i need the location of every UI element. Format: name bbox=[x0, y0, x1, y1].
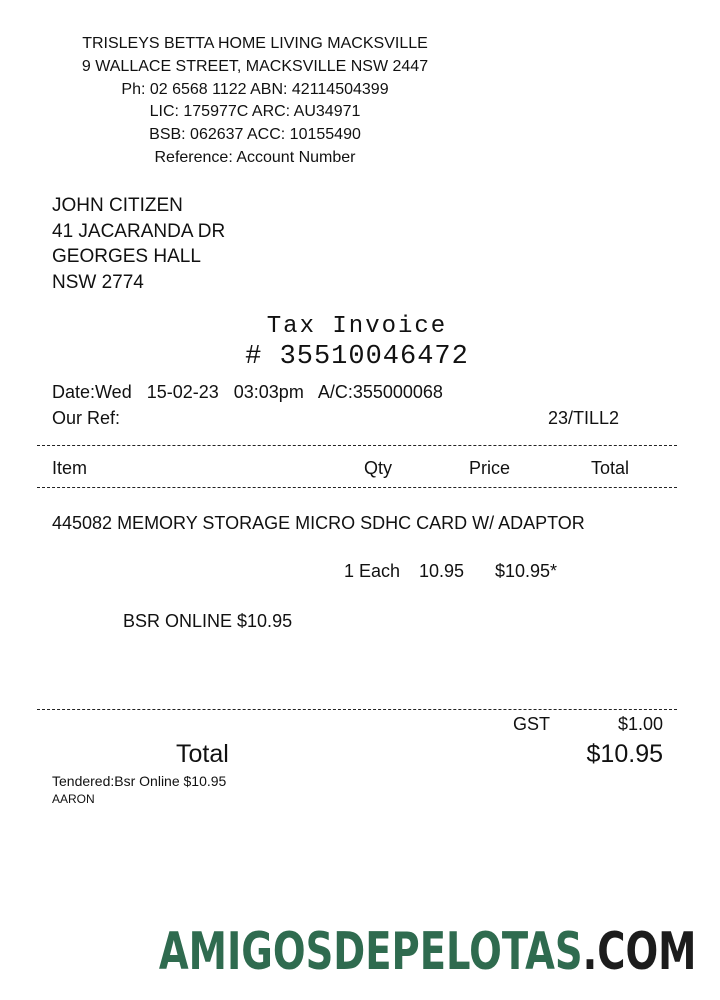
customer-suburb: GEORGES HALL bbox=[52, 246, 201, 267]
store-name: TRISLEYS BETTA HOME LIVING MACKSVILLE bbox=[82, 35, 428, 52]
column-item: Item bbox=[52, 458, 88, 478]
store-header bbox=[0, 33, 510, 170]
line-item-total: $10.95* bbox=[495, 561, 558, 581]
store-lic-arc: LIC: 175977C ARC: AU34971 bbox=[149, 103, 361, 121]
total-label: Total bbox=[176, 740, 229, 768]
store-bsb-acc: BSB: 062637 ACC: 10155490 bbox=[149, 126, 361, 144]
till-id: 23/TILL2 bbox=[548, 408, 620, 428]
invoice-date-line: Date:Wed 15-02-23 03:03pm A/C:355000068 bbox=[52, 382, 443, 402]
invoice-number: # 35510046472 bbox=[245, 342, 469, 372]
column-total: Total bbox=[591, 458, 630, 478]
watermark-tail: .COM bbox=[582, 922, 696, 982]
our-ref-label: Our Ref: bbox=[52, 408, 121, 428]
column-price: Price bbox=[469, 458, 511, 478]
line-item-qty: 1 Each bbox=[344, 561, 401, 581]
customer-name: JOHN CITIZEN bbox=[52, 195, 183, 216]
line-item-description: 445082 MEMORY STORAGE MICRO SDHC CARD W/ ADAPTOR bbox=[52, 513, 585, 533]
store-reference: Reference: Account Number bbox=[154, 148, 356, 166]
store-address: 9 WALLACE STREET, MACKSVILLE NSW 2447 bbox=[81, 57, 429, 75]
watermark-main: AMIGOSDEPELOTAS bbox=[158, 922, 583, 982]
divider bbox=[37, 709, 677, 710]
gst-value: $1.00 bbox=[617, 714, 663, 734]
payment-note: BSR ONLINE $10.95 bbox=[123, 611, 293, 631]
column-qty: Qty bbox=[364, 458, 393, 478]
invoice-title: Tax Invoice bbox=[266, 313, 448, 340]
total-value: $10.95 bbox=[586, 740, 663, 768]
watermark bbox=[158, 922, 696, 982]
store-phone-abn: Ph: 02 6568 1122 ABN: 42114504399 bbox=[121, 80, 389, 98]
divider bbox=[37, 487, 677, 488]
divider bbox=[37, 445, 677, 446]
customer-state-postcode: NSW 2774 bbox=[52, 271, 144, 293]
customer-address bbox=[52, 193, 225, 295]
tendered-line: Tendered:Bsr Online $10.95 bbox=[52, 773, 227, 789]
operator-name: AARON bbox=[52, 792, 95, 806]
gst-label: GST bbox=[513, 714, 551, 734]
line-item-price: 10.95 bbox=[419, 561, 465, 581]
customer-street: 41 JACARANDA DR bbox=[52, 220, 226, 242]
